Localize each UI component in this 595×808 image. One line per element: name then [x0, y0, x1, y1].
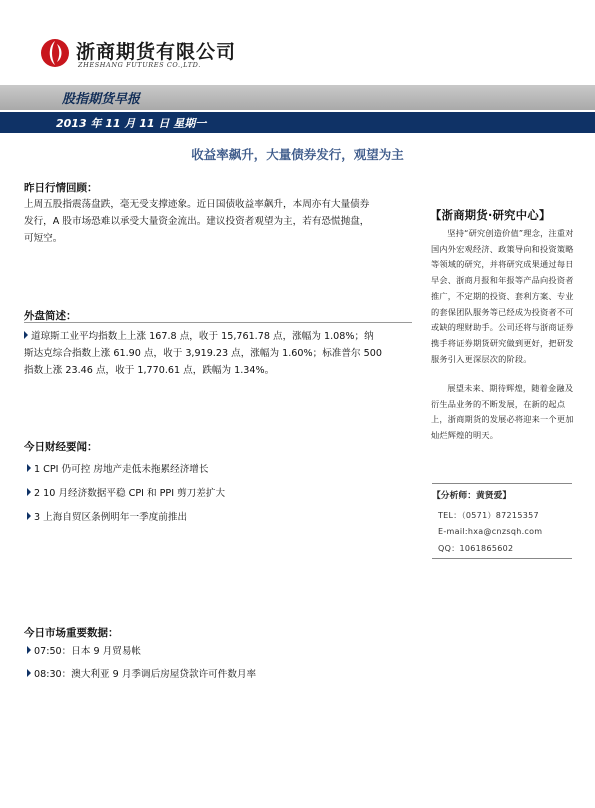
research-center-intro: 坚持“研究创造价值”理念，注重对国内外宏观经济、政策导向和投资策略等领域的研究，并将研究成果通过每日早会、浙商月报和年报等产品向投资者推广，不定期的投资、套利方案、专业的套保团队服务等已经成为投资者不可或缺的理财助手。公司还将与浙商证券携手将证券期货研究做到更好，把研发服务引入更深层次的阶段。: [431, 228, 574, 364]
headline: 收益率飙升，大量债券发行，观望为主: [191, 147, 404, 162]
report-name: 股指期货早报: [62, 92, 141, 107]
list-item-text: 1 CPI 仍可控 房地产走低未拖累经济增长: [34, 464, 209, 475]
company-name: 浙商期货有限公司: [76, 41, 237, 63]
list-item: [27, 485, 225, 503]
list-item: [27, 509, 225, 527]
overseas-paragraph: [24, 328, 414, 380]
market-data-heading: 今日市场重要数据：: [24, 627, 119, 639]
analyst-divider: [432, 483, 572, 484]
research-center-outlook: 展望未来、期待辉煌，随着金融及衍生品业务的不断发展，在新的起点上，浙商期货的发展必将迎来一个更加灿烂辉煌的明天。: [431, 383, 574, 441]
review-heading: 昨日行情回顾：: [24, 182, 98, 194]
list-item: [27, 643, 256, 661]
list-item: [27, 461, 225, 479]
analyst-phone: TEL：（0571）87215357: [438, 511, 539, 520]
analyst-email[interactable]: E-mail:hxa@cnzsqh.com: [438, 527, 543, 536]
bullet-marker-icon: [27, 646, 31, 654]
section-divider: [24, 322, 412, 323]
analyst-name: 【分析师：黄贤爱】: [432, 491, 512, 501]
review-line: 可短空。: [24, 233, 63, 245]
bullet-marker-icon: [27, 669, 31, 677]
bullet-marker-icon: [27, 488, 31, 496]
review-line: 发行，A 股市场恐难以承受大量资金流出。建议投资者观望为主，若有恐慌抛盘，: [24, 216, 370, 228]
bullet-marker-icon: [27, 464, 31, 472]
list-item-text: 3 上海自贸区条例明年一季度前推出: [34, 512, 188, 523]
overseas-line: 指数上涨 23.46 点，收于 1,770.61 点，跌幅为 1.34%。: [24, 365, 275, 377]
analyst-qq: QQ：1061865602: [438, 544, 514, 553]
list-item-text: 2 10 月经济数据平稳 CPI 和 PPI 剪刀差扩大: [34, 488, 226, 499]
market-data-list: [27, 643, 256, 684]
finance-news-list: [27, 461, 225, 527]
overseas-heading: 外盘简述：: [24, 310, 77, 322]
research-center-heading: 【浙商期货·研究中心】: [430, 209, 551, 222]
company-logo-icon: [40, 38, 70, 68]
list-item-text: 08:30：澳大利亚 9 月季调后房屋贷款许可件数月率: [34, 669, 257, 680]
overseas-line: [24, 328, 414, 345]
bullet-marker-icon: [27, 512, 31, 520]
list-item-text: 07:50：日本 9 月贸易帐: [34, 646, 142, 657]
list-item: [27, 666, 256, 684]
finance-news-heading: 今日财经要闻：: [24, 441, 98, 453]
contact-divider: [432, 558, 572, 559]
report-date: 2013 年 11 月 11 日 星期一: [56, 117, 207, 130]
company-name-english: ZHESHANG FUTURES CO.,LTD.: [78, 61, 201, 69]
review-paragraph: [24, 196, 414, 248]
overseas-line: 斯达克综合指数上涨 61.90 点，收于 3,919.23 点，涨幅为 1.60%；标准普尔 500: [24, 348, 382, 360]
bullet-marker-icon: [24, 331, 28, 339]
overseas-line-text: 道琼斯工业平均指数上上涨 167.8 点，收于 15,761.78 点，涨幅为 1.08%；纳: [31, 331, 374, 342]
review-line: 上周五股指震荡盘跌，毫无受支撑迹象。近日国债收益率飙升，本周亦有大量债券: [24, 199, 370, 210]
